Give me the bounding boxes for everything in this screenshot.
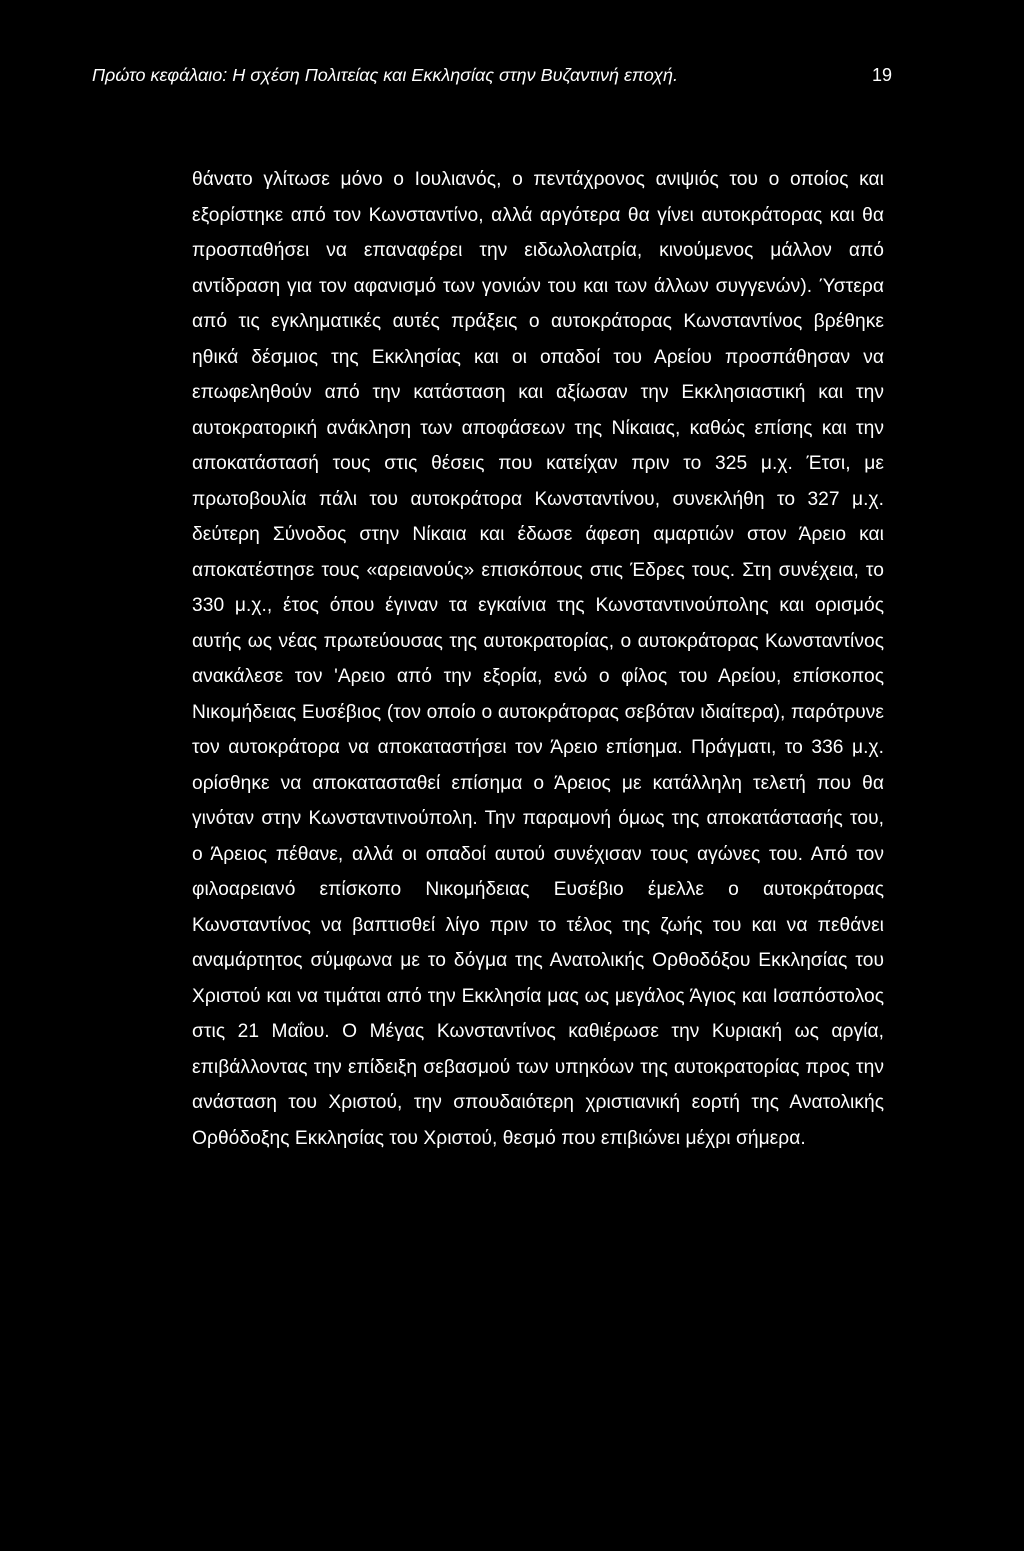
- running-header-title: Πρώτο κεφάλαιο: Η σχέση Πολιτείας και Εκκλησίας στην Βυζαντινή εποχή.: [92, 65, 679, 85]
- page-number: 19: [871, 65, 892, 85]
- page-header: [92, 62, 892, 88]
- body-paragraph: θάνατο γλίτωσε μόνο ο Ιουλιανός, ο πεντάχρονος ανιψιός του ο οποίος και εξορίστηκε από τον Κωνσταντίνο, αλλά αργότερα θα γίνει αυτοκράτορας και θα προσπαθήσει να επαναφέρει την ειδωλολατρία, κινούμενος μάλλον από αντίδραση για τον αφανισμό των γονιών του και των άλλων συγγενών). Ύστερα από τις εγκληματικές αυτές πράξεις ο αυτοκράτορας Κωνσταντίνος βρέθηκε ηθικά δέσμιος της Εκκλησίας και οι οπαδοί του Αρείου προσπάθησαν να επωφεληθούν από την κατάσταση και αξίωσαν την Εκκλησιαστική και την αυτοκρατορική ανάκληση των αποφάσεων της Νίκαιας, καθώς επίσης και την αποκατάστασή τους στις θέσεις που κατείχαν πριν το 325 μ.χ. Έτσι, με πρωτοβουλία πάλι του αυτοκράτορα Κωνσταντίνου, συνεκλήθη το 327 μ.χ. δεύτερη Σύνοδος στην Νίκαια και έδωσε άφεση αμαρτιών στον Άρειο και αποκατέστησε τους «αρειανούς» επισκόπους στις Έδρες τους. Στη συνέχεια, το 330 μ.χ., έτος όπου έγιναν τα εγκαίνια της Κωνσταντινούπολης και ορισμός αυτής ως νέας πρωτεύουσας της αυτοκρατορίας, ο αυτοκράτορας Κωνσταντίνος ανακάλεσε τον 'Αρειο από την εξορία, ενώ ο φίλος του Αρείου, επίσκοπος Νικομήδειας Ευσέβιος (τον οποίο ο αυτοκράτορας σεβόταν ιδιαίτερα), παρότρυνε τον αυτοκράτορα να αποκαταστήσει τον Άρειο επίσημα. Πράγματι, το 336 μ.χ. ορίσθηκε να αποκατασταθεί επίσημα ο Άρειος με κατάλληλη τελετή που θα γινόταν στην Κωνσταντινούπολη. Την παραμονή όμως της αποκατάστασής του, ο Άρειος πέθανε, αλλά οι οπαδοί αυτού συνέχισαν τους αγώνες του. Από τον φιλοαρειανό επίσκοπο Νικομήδειας Ευσέβιο έμελλε ο αυτοκράτορας Κωνσταντίνος να βαπτισθεί λίγο πριν το τέλος της ζωής του και να πεθάνει αναμάρτητος σύμφωνα με το δόγμα της Ανατολικής Ορθοδόξου Εκκλησίας του Χριστού και να τιμάται από την Εκκλησία μας ως μεγάλος Άγιος και Ισαπόστολος στις 21 Μαΐου. Ο Μέγας Κωνσταντίνος καθιέρωσε την Κυριακή ως αργία, επιβάλλοντας την επίδειξη σεβασμού των υπηκόων της αυτοκρατορίας προς την ανάσταση του Χριστού, την σπουδαιότερη χριστιανική εορτή της Ανατολικής Ορθόδοξης Εκκλησίας του Χριστού, θεσμό που επιβιώνει μέχρι σήμερα.: [192, 169, 884, 1149]
